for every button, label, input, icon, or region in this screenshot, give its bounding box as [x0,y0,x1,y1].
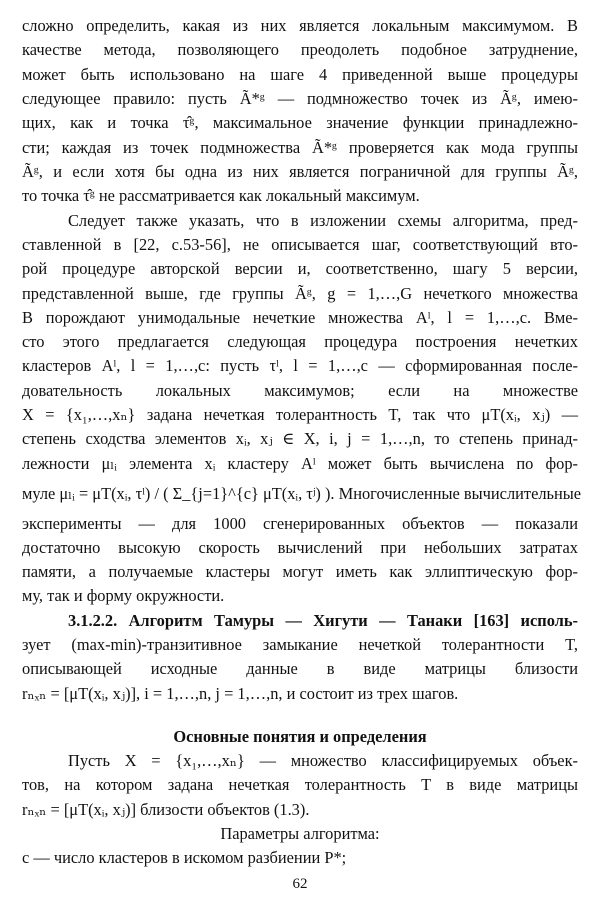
text-line: Ãᵍ, и если хотя бы одна из них является пограничной для группы Ãᵍ, [22,161,578,181]
text-line: c — число кластеров в искомом разбиении P*; [22,848,347,868]
subsection-title: Основные понятия и определения [173,726,427,746]
formula-line: муле μₗᵢ = μT(xᵢ, τˡ) / ( Σ_{j=1}^{c} μT(xᵢ, τʲ) ). Многочисленные вычислительные [22,483,582,503]
text-line: памяти, а получаемые кластеры могут иметь как эллиптическую фор- [22,562,578,582]
text-line: представленной выше, где группы Ãᵍ, g = 1,…,G нечеткого множества [22,283,578,303]
text-line: ставленной в [22, с.53-56], не описывается шаг, соответствующий вто- [22,234,578,254]
text-line: сто этого предлагается следующая процедура построения нечетких [22,332,578,352]
parameters-heading: Параметры алгоритма: [220,823,380,843]
text-line: качестве метода, позволяющего преодолеть подобное затруднение, [22,40,578,60]
text-line: кластеров Aˡ, l = 1,…,c: пусть τˡ, l = 1,…,c — сформированная после- [22,356,578,376]
text-line: му, так и форму окружности. [22,586,225,606]
text-line: сти; каждая из точек подмножества Ã*ᵍ проверяется как мода группы [22,137,578,157]
text-line: щих, как и точка τ̂ᵍ, максимальное значение функции принадлежно- [22,113,578,133]
text-line: довательность локальных максимумов; если на множестве [22,380,578,400]
paragraph-first-line: Следует также указать, что в изложении схемы алгоритма, пред- [68,210,578,230]
text-line: достаточно высокую скорость вычислений при небольших затратах [22,537,578,557]
text-line: X = {x₁,…,xₙ} задана нечеткая толерантность T, так что μT(xᵢ, xⱼ) — [22,405,578,425]
text-line: может быть использовано на шаге 4 приведенной выше процедуры [22,64,578,84]
text-line: эксперименты — для 1000 сгенерированных объектов — показали [22,513,578,533]
text-line: то точка τ̂ᵍ не рассматривается как локальный максимум. [22,186,420,206]
text-line: rₙₓₙ = [μT(xᵢ, xⱼ)], i = 1,…,n, j = 1,…,n, и состоит из трех шагов. [22,683,459,703]
text-line: следующее правило: пусть Ã*ᵍ — подмножество точек из Ãᵍ, имею- [22,89,578,109]
page-number: 62 [292,876,308,892]
section-heading-line: 3.1.2.2. Алгоритм Тамуры — Хигути — Танаки [163] исполь- [68,610,578,630]
text-line: rₙₓₙ = [μT(xᵢ, xⱼ)] близости объектов (1.3). [22,799,310,819]
text-line: рой процедуре авторской версии и, соответственно, шагу 5 версии, [22,259,578,279]
text-line: тов, на котором задана нечеткая толерантность T в виде матрицы [22,775,578,795]
paragraph-first-line: Пусть X = {x₁,…,xₙ} — множество классифицируемых объек- [68,751,578,770]
text-line: лежности μₗᵢ элемента xᵢ кластеру Aˡ может быть вычислена по фор- [22,453,578,473]
text-line: степень сходства элементов xᵢ, xⱼ ∈ X, i, j = 1,…,n, то степень принад- [22,429,578,449]
text-line: зует (max-min)-транзитивное замыкание нечеткой толерантности T, [22,635,578,655]
text-line: описывающей исходные данные в виде матрицы близости [22,659,578,679]
text-line: сложно определить, какая из них является локальным максимумом. В [22,16,578,36]
text-line: B порождают унимодальные нечеткие множества Aˡ, l = 1,…,c. Вме- [22,307,578,327]
